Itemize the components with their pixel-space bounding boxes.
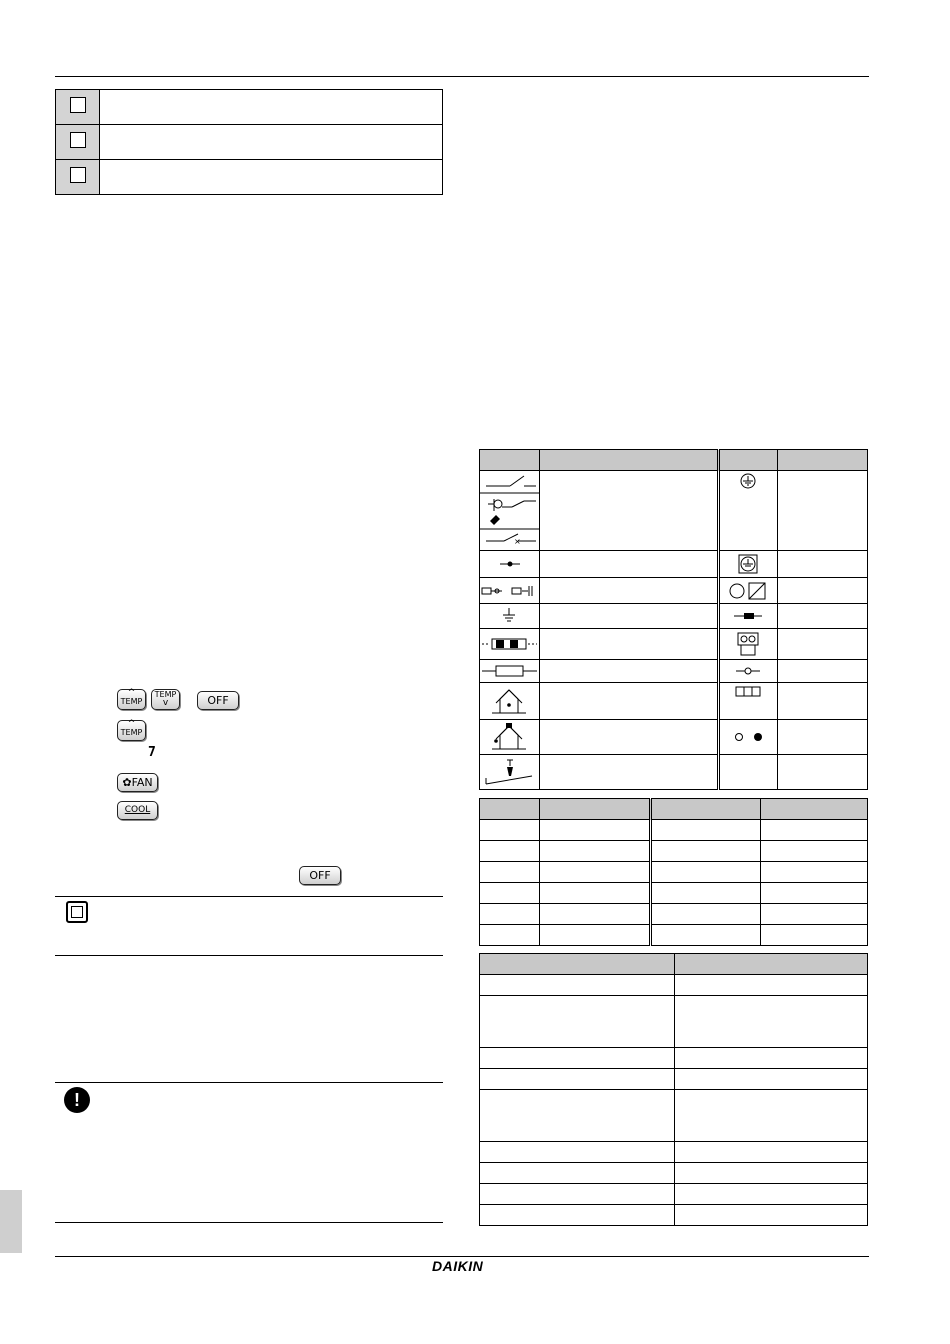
field-wiring-icon [480,637,539,651]
table-row [480,1163,868,1184]
fan-button[interactable]: ✿FAN [117,773,158,792]
table-row [480,925,868,946]
table-row [480,1205,868,1226]
table-row [480,975,868,996]
warning-bottom-rule [55,1222,443,1223]
outdoor-unit-icon [480,721,539,753]
noiseless-earth-icon [720,553,777,575]
daikin-logo: DAIKIN [432,1258,484,1274]
table-row [480,996,868,1048]
table-row [480,1142,868,1163]
off-button[interactable]: OFF [197,691,239,710]
table-row [480,1048,868,1069]
protective-earth-icon [720,471,777,495]
checklist-row [56,90,443,125]
checklist-table [55,89,443,195]
terminal-block-icon [720,683,777,699]
off-button-2[interactable]: OFF [299,866,341,885]
info-bottom-rule [55,955,443,956]
wire-end-icon [720,731,777,743]
warning-icon: ! [64,1087,90,1113]
symbol-legend-table [479,449,868,790]
footer-rule [55,1256,869,1257]
table-row [480,1090,868,1142]
protective-earth-screw-icon [480,756,539,788]
indoor-unit-icon [480,685,539,717]
table-row [480,1069,868,1090]
chapter-side-tab [0,1190,22,1253]
terminal-strip-icon [720,581,777,601]
information-icon [66,901,88,923]
specification-table [479,953,868,1226]
earth-icon [480,607,539,625]
wire-clamp-icon [720,610,777,622]
table-row [480,1184,868,1205]
temp-up-button[interactable]: ^ TEMP [117,689,146,710]
checkbox[interactable] [70,97,86,113]
temp-down-button[interactable]: TEMP v [151,689,180,710]
table-row [480,904,868,925]
header-rule [55,76,869,77]
table-row [480,883,868,904]
segment-display-readout: 7 [148,745,156,760]
table-row [480,862,868,883]
code-table [479,798,868,946]
svg-text:×: × [514,537,521,546]
table-row [480,841,868,862]
temp-up-button-2[interactable]: ^ TEMP [117,720,146,741]
table-row [480,820,868,841]
warning-top-rule [55,1082,443,1083]
relay-terminal-icon [720,631,777,657]
checkbox[interactable] [70,132,86,148]
switch-symbols-icon [480,471,539,550]
cool-button[interactable]: COOL [117,801,158,820]
terminal-icon [720,665,777,677]
fan-icon: ✿ [122,776,132,789]
checkbox[interactable] [70,167,86,183]
checklist-row [56,125,443,160]
connector-icon [480,584,539,598]
checklist-row [56,160,443,195]
connection-icon [480,558,539,570]
fuse-icon [480,664,539,678]
info-top-rule [55,896,443,897]
